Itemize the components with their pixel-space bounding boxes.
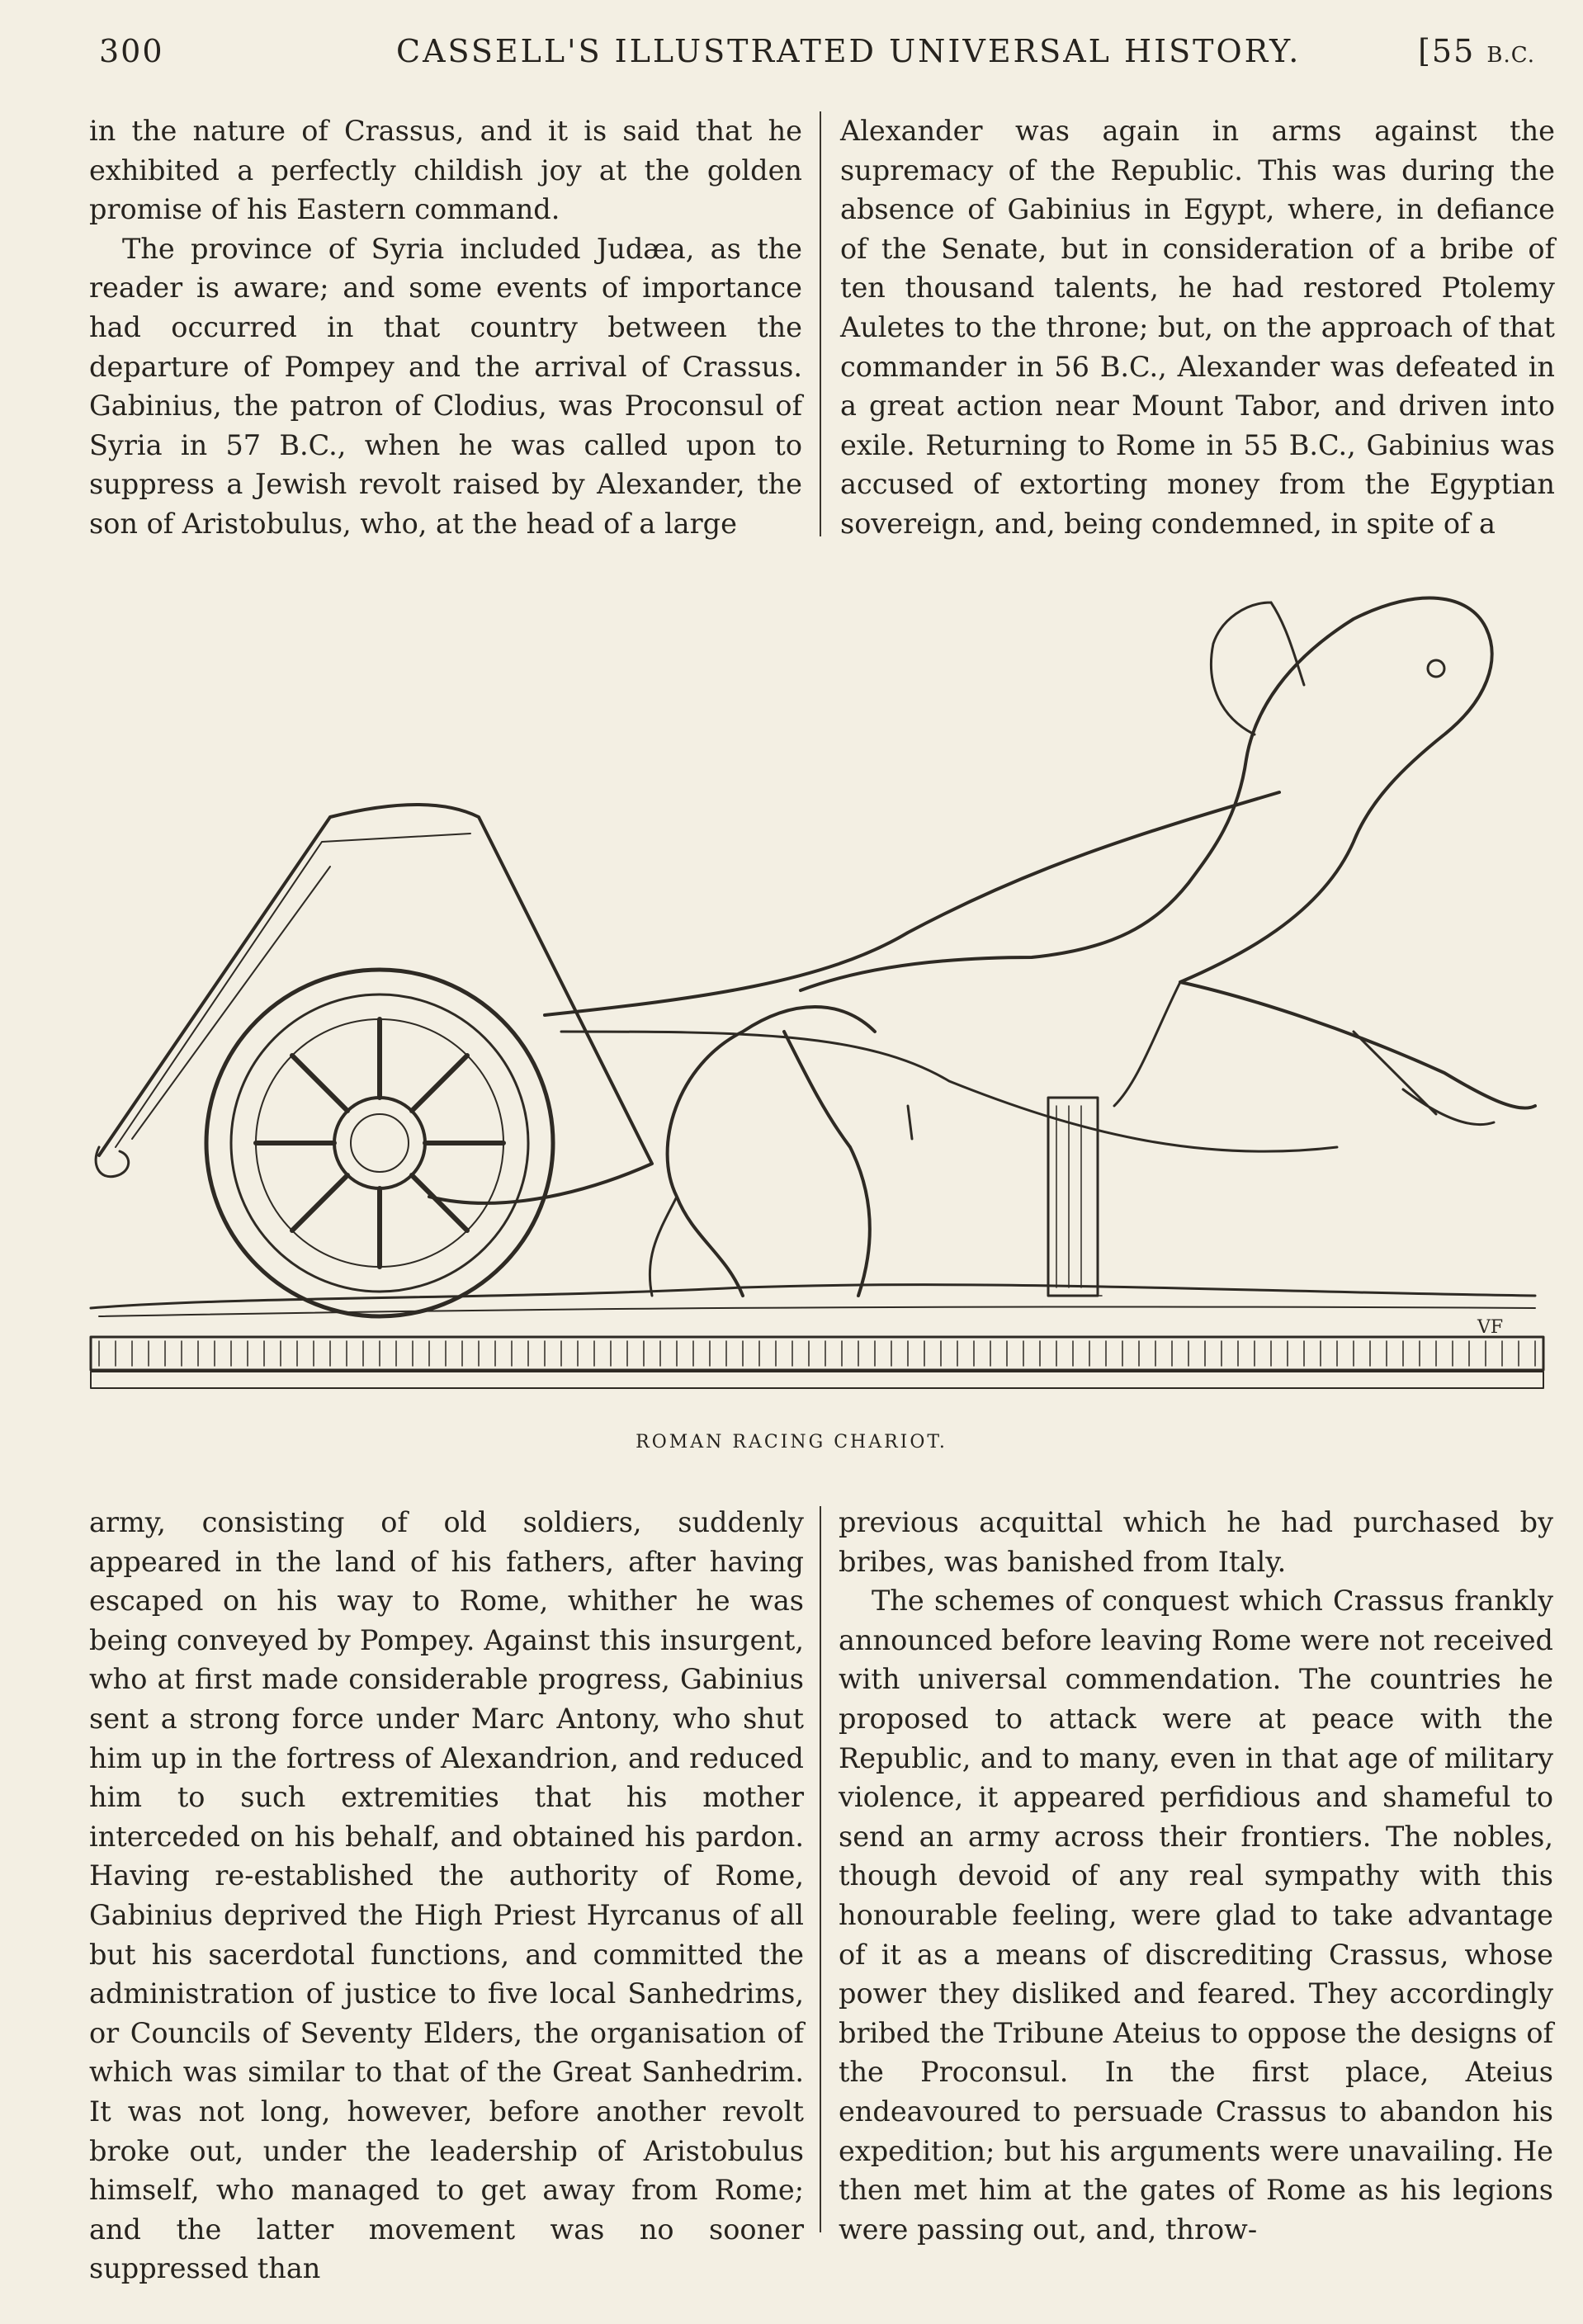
column-divider	[820, 111, 821, 536]
front-horse	[801, 598, 1535, 1108]
date-era: B.C.	[1486, 43, 1535, 68]
paragraph: army, consisting of old soldiers, suddenly appeared in the land of his fathers, after having escaped on his way to Rome, whither he was being conveyed by Pompey. Against this insurgent, who at first made considerable progress, Gabinius sent a strong force under Marc Antony, who shut him up in the fortress of Alexandrion, and reduced him to such extremities that his mother interceded on his behalf, and obtained his pardon. Having re-established the authority of Rome, Gabinius deprived the High Priest Hyrcanus of all but his sacerdotal functions, and committed the administration of justice to five local Sanhedrims, or Councils of Seventy Elders, the organisation of which was similar to that of the Great Sanhedrim. It was not long, however, before another revolt broke out, under the leadership of Aristobulus himself, who managed to get away from Rome; and the latter movement was no sooner suppressed than	[89, 1506, 804, 2285]
date-year: [55	[1418, 33, 1476, 69]
rear-horse	[668, 1007, 875, 1296]
column-bottom-left	[89, 1503, 804, 2285]
paragraph: The province of Syria included Judæa, as the reader is aware; and some events of importance had occurred in that country between the departure of Pompey and the arrival of Crassus. Gabinius, the patron of Clodius, was Proconsul of Syria in 57 B.C., when he was called upon to suppress a Jewish revolt raised by Alexander, the son of Aristobulus, who, at the head of a large	[89, 232, 802, 540]
paragraph: Alexander was again in arms against the supremacy of the Republic. This was during the absence of Gabinius in Egypt, where, in defiance of the Senate, but in consideration of a bribe of ten thousand talents, he had restored Ptolemy Auletes to the throne; but, on the approach of that commander in 56 B.C., Alexander was defeated in a great action near Mount Tabor, and driven into exile. Returning to Rome in 55 B.C., Gabinius was accused of extorting money from the Egyptian sovereign, and, being condemned, in spite of a	[840, 115, 1555, 540]
page-number: 300	[99, 33, 164, 69]
column-bottom-right	[839, 1503, 1553, 2246]
column-divider	[820, 1506, 821, 2232]
ground	[91, 1285, 1535, 1308]
chariot-body	[99, 805, 652, 1203]
date-marker	[1418, 33, 1535, 69]
chariot-illustration	[83, 569, 1552, 1403]
chariot-wheel	[206, 970, 553, 1316]
chariot-engraving	[83, 569, 1552, 1403]
figure-caption: ROMAN RACING CHARIOT.	[636, 1432, 947, 1452]
engraver-mark: VF	[1477, 1317, 1504, 1338]
running-head	[99, 33, 1535, 74]
column-top-right	[840, 111, 1555, 541]
paragraph: The schemes of conquest which Crassus frankly announced before leaving Rome were not received with universal commendation. The countries he proposed to attack were at peace with the Republic, and to many, even in that age of military violence, it appeared perfidious and shameful to send an army across their frontiers. The nobles, though devoid of any real sympathy with this honourable feeling, were glad to take advantage of it as a means of discrediting Crassus, whose power they disliked and feared. They accordingly bribed the Tribune Ateius to oppose the designs of the Proconsul. In the first place, Ateius endeavoured to persuade Crassus to abandon his expedition; but his arguments were unavailing. He then met him at the gates of Rome as his legions were passing out, and, throw-	[839, 1585, 1553, 2246]
paragraph: in the nature of Crassus, and it is said that he exhibited a perfectly childish joy at the golden promise of his Eastern command.	[89, 115, 802, 226]
column-top-left	[89, 111, 802, 541]
running-title: CASSELL'S ILLUSTRATED UNIVERSAL HISTORY.	[396, 33, 1302, 69]
paragraph: previous acquittal which he had purchased by bribes, was banished from Italy.	[839, 1506, 1553, 1578]
base-plinth	[91, 1337, 1543, 1370]
